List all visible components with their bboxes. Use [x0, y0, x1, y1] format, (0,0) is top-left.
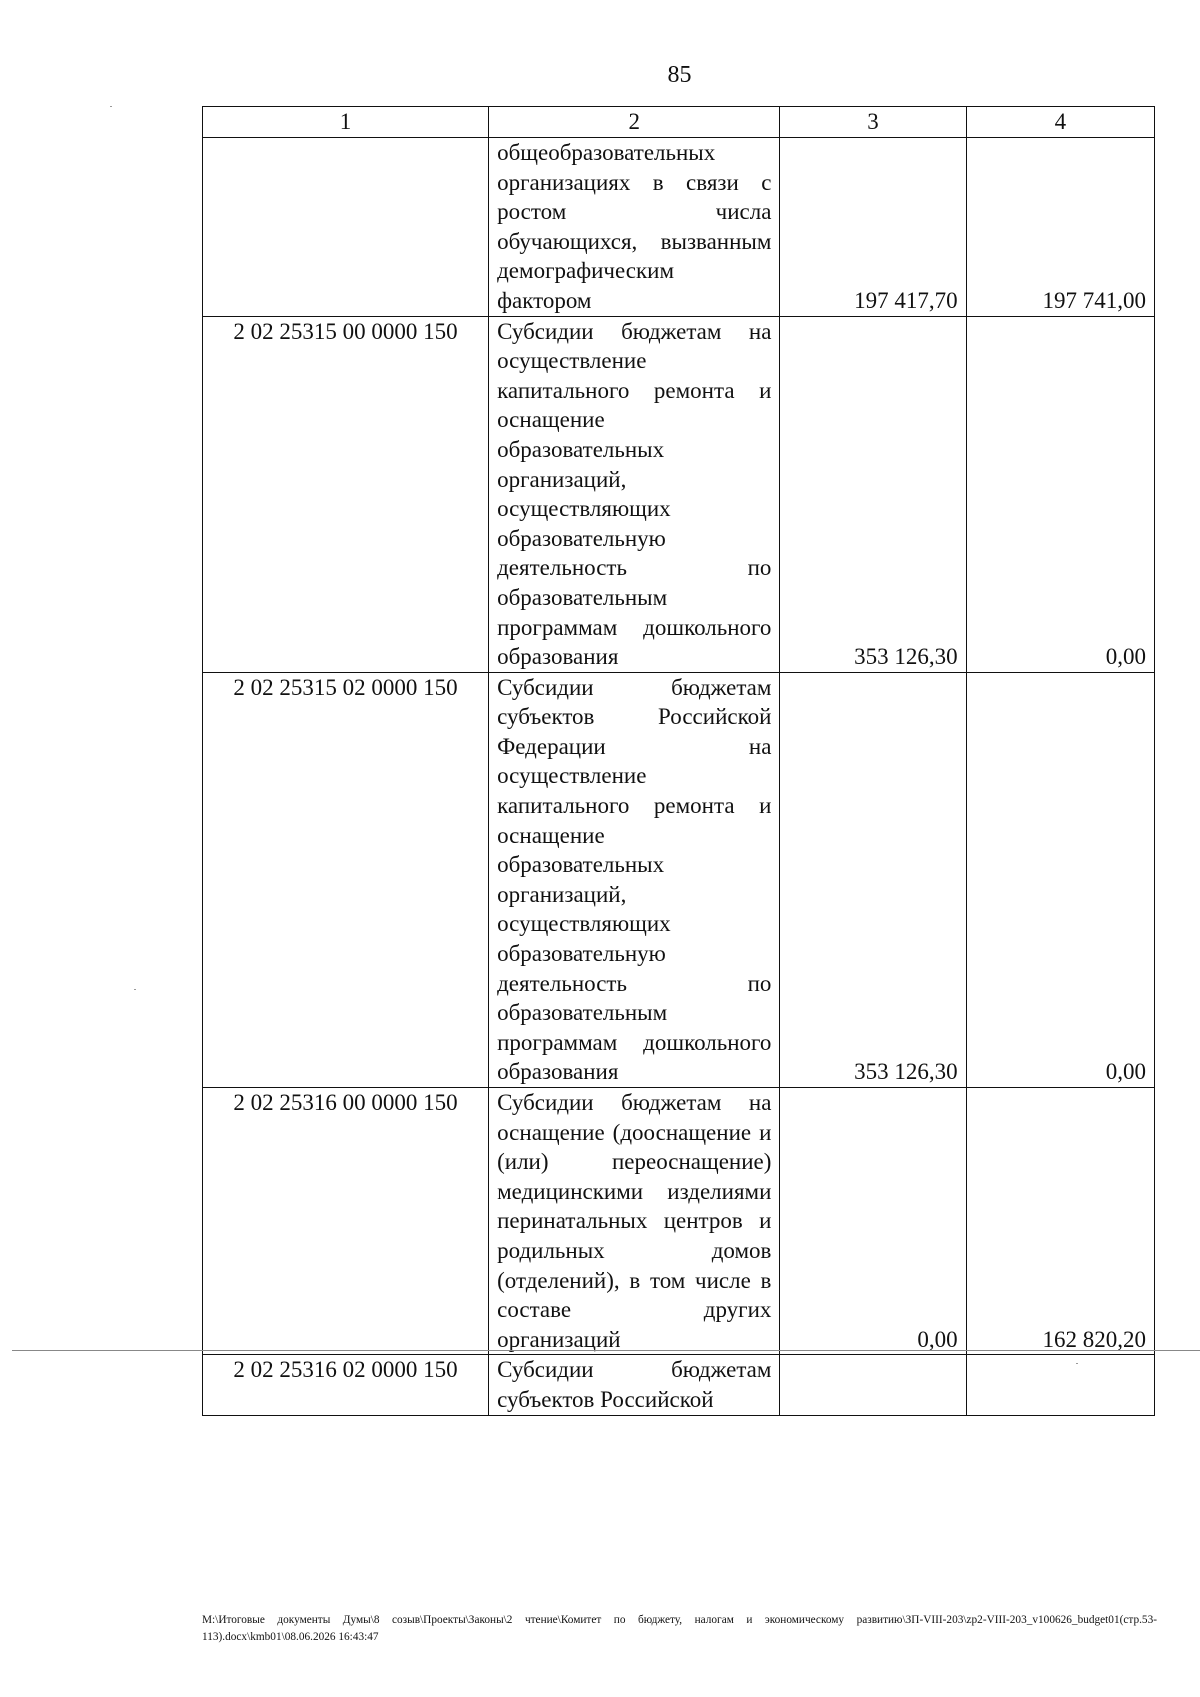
row-value-col4: 162 820,20	[966, 1088, 1154, 1355]
table-row	[203, 672, 1155, 1087]
row-description: Субсидии бюджетам на оснащение (дооснащение и (или) переоснащение) медицинскими изделиями перинатальных центров и родильных домов (отделений), в том числе в составе других организаций	[497, 1090, 772, 1352]
row-value-col3: 353 126,30	[780, 672, 966, 1087]
scan-speck	[1076, 1363, 1078, 1364]
row-value-col3: 0,00	[780, 1088, 966, 1355]
row-value-col3: 197 417,70	[780, 138, 966, 317]
row-value-col3	[780, 1355, 966, 1415]
table-row	[203, 138, 1155, 317]
header-col-2: 2	[489, 107, 780, 138]
row-code: 2 02 25315 00 0000 150	[203, 316, 489, 672]
budget-table	[202, 106, 1155, 1416]
scan-speck	[110, 106, 112, 107]
header-col-3: 3	[780, 107, 966, 138]
row-description: Субсидии бюджетам субъектов Российской	[497, 1357, 772, 1412]
file-path-footer: M:\Итоговые документы Думы\8 созыв\Проекты\Законы\2 чтение\Комитет по бюджету, налогам и экономическому развитию\ЗП-VIII-203\zp2-VIII-203_v100626_budget01(стр.53-113).docx\kmb01\08.06.2026 16:43:47	[202, 1614, 1157, 1643]
row-value-col4	[966, 1355, 1154, 1415]
row-value-col3: 353 126,30	[780, 316, 966, 672]
row-value-col4: 0,00	[966, 672, 1154, 1087]
row-description: Субсидии бюджетам на осуществление капитального ремонта и оснащение образовательных организаций, осуществляющих образовательную деятельность по образовательным программам дошкольного образования	[497, 318, 772, 670]
table-row	[203, 316, 1155, 672]
header-col-4: 4	[966, 107, 1154, 138]
row-description-cell	[489, 138, 780, 317]
row-code	[203, 138, 489, 317]
header-col-1: 1	[203, 107, 489, 138]
row-description-cell	[489, 1088, 780, 1355]
row-description: Субсидии бюджетам субъектов Российской Федерации на осуществление капитального ремонта и оснащение образовательных организаций, осуществляющих образовательную деятельность по образовательным программам дошкольного образования	[497, 674, 772, 1085]
table-row	[203, 1088, 1155, 1355]
page-number: 85	[667, 62, 692, 88]
row-description-cell	[489, 672, 780, 1087]
row-value-col4: 197 741,00	[966, 138, 1154, 317]
table-header-row	[203, 107, 1155, 138]
row-code: 2 02 25316 00 0000 150	[203, 1088, 489, 1355]
row-description-cell	[489, 316, 780, 672]
row-value-col4: 0,00	[966, 316, 1154, 672]
scan-fold-line	[12, 1350, 1200, 1351]
row-description: общеобразовательных организациях в связи с ростом числа обучающихся, вызванным демографическим фактором	[497, 140, 772, 313]
table-row	[203, 1355, 1155, 1415]
row-code: 2 02 25316 02 0000 150	[203, 1355, 489, 1415]
row-code: 2 02 25315 02 0000 150	[203, 672, 489, 1087]
scan-speck	[134, 989, 136, 990]
row-description-cell	[489, 1355, 780, 1415]
